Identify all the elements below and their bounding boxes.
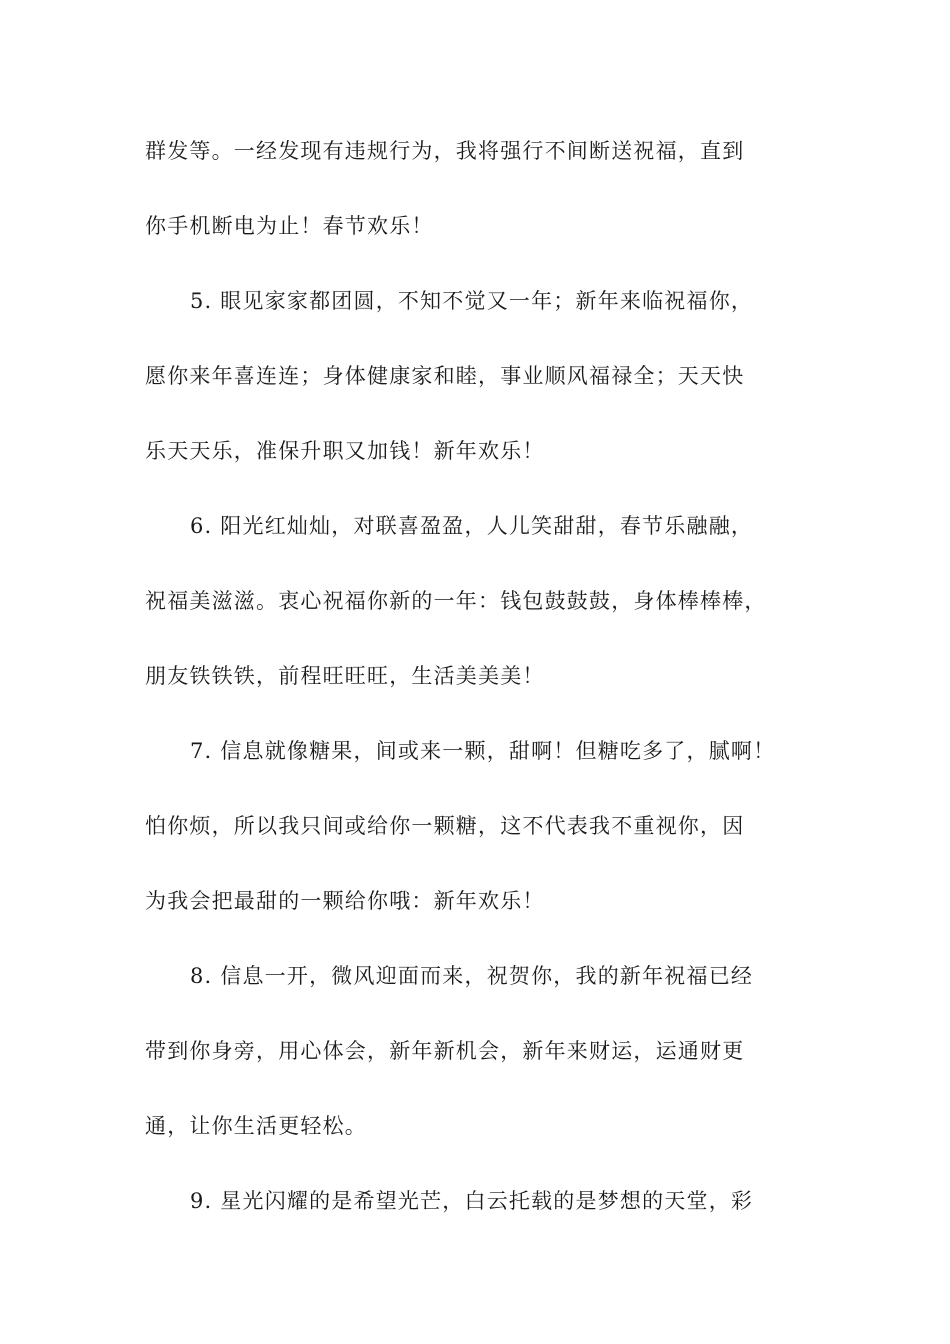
- text-line: 你手机断电为止！春节欢乐！: [145, 214, 434, 238]
- text-line: 朋友铁铁铁，前程旺旺旺，生活美美美！: [145, 664, 545, 688]
- text-line: 怕你烦，所以我只间或给你一颗糖，这不代表我不重视你，因: [145, 814, 745, 838]
- list-item-7-start: 7. 信息就像糖果，间或来一颗，甜啊！但糖吃多了，腻啊！: [190, 739, 776, 763]
- list-item-6-start: 6. 阳光红灿灿，对联喜盈盈，人儿笑甜甜，春节乐融融，: [190, 514, 754, 538]
- text-line: 为我会把最甜的一颗给你哦：新年欢乐！: [145, 889, 545, 913]
- text-line: 乐天天乐，准保升职又加钱！新年欢乐！: [145, 439, 545, 463]
- text-line: 带到你身旁，用心体会，新年新机会，新年来财运，运通财更: [145, 1039, 745, 1063]
- text-line: 祝福美滋滋。衷心祝福你新的一年：钱包鼓鼓鼓，身体棒棒棒，: [145, 589, 767, 613]
- text-line: 通，让你生活更轻松。: [145, 1114, 367, 1138]
- text-line: 愿你来年喜连连；身体健康家和睦，事业顺风福禄全；天天快: [145, 364, 745, 388]
- text-line: 群发等。一经发现有违规行为，我将强行不间断送祝福，直到: [145, 139, 745, 163]
- list-item-8-start: 8. 信息一开，微风迎面而来，祝贺你，我的新年祝福已经: [190, 964, 754, 988]
- list-item-9-start: 9. 星光闪耀的是希望光芒，白云托载的是梦想的天堂，彩: [190, 1189, 754, 1213]
- list-item-5-start: 5. 眼见家家都团圆，不知不觉又一年；新年来临祝福你，: [190, 289, 754, 313]
